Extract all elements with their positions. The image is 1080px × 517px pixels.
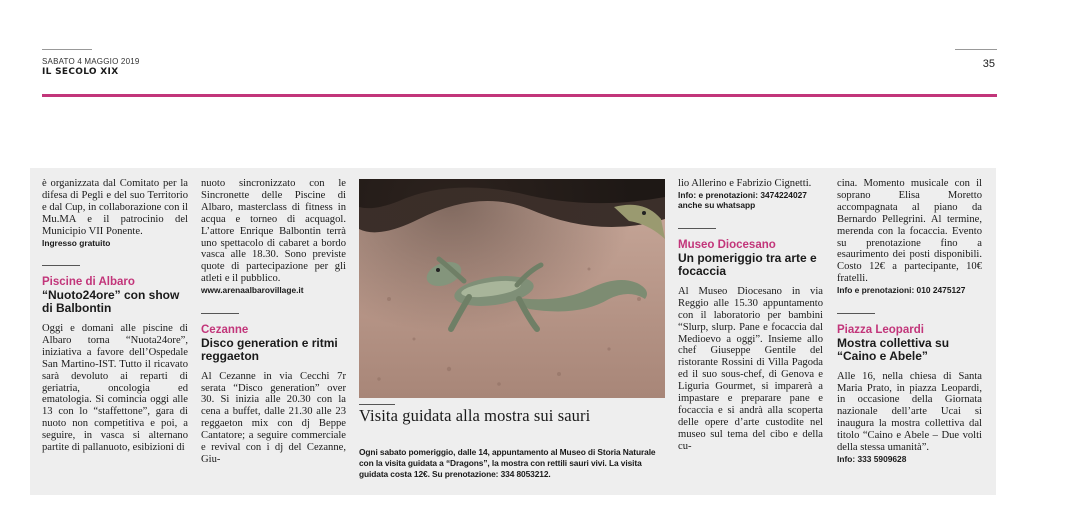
column-2-website: www.arenaalbarovillage.it: [201, 285, 304, 296]
column-2-intro: nuoto sincronizzato con le Sincronette delle Piscine di Albaro, masterclass di fitness in acqua e torneo di acquagol. L’attore Enrique Balbontin terrà uno spettacolo di cabaret a bordo vasca alle 18.30. Sono previste quote di partecipazione per gli atleti e il pubblico.: [201, 178, 346, 285]
page-number: 35: [982, 58, 995, 70]
column-4-info-2: Info: 333 5909628: [837, 454, 907, 464]
page-header: [42, 49, 997, 97]
column-4: [837, 178, 982, 465]
lizard-photo: [359, 179, 665, 398]
column-1: [42, 178, 188, 454]
column-3-intro: lio Allerino e Fabrizio Cignetti.: [678, 178, 812, 189]
column-1-body: Oggi e domani alle piscine di Albaro torna “Nuota24ore”, iniziativa a favore dell’Ospedale San Martino-IST. Tutto il ricavato sarà devoluto ai reparti di geriatria, oncologia ed ematologia. Si comincia oggi alle 13 con lo “staffettone”, gara di nuoto non competitiva e poi, a seguire, in vasca si alternano partite di pallanuoto, esibizioni di: [42, 323, 188, 454]
column-4-body: Alle 16, nella chiesa di Santa Maria Prato, in piazza Leopardi, in occasione della Giornata nazionale dell’arte Ucai si inaugura la mostra collettiva dal titolo “Caino e Abele – Due volti della stessa umanità”.: [837, 370, 982, 454]
newspaper-name: IL SECOLO XIX: [42, 67, 119, 77]
header-rule-left: [42, 49, 92, 50]
column-3: [678, 178, 823, 453]
column-3-headline: Un pomeriggio tra arte e focaccia: [678, 250, 817, 278]
column-2: [201, 178, 346, 466]
column-2-kicker: Cezanne: [201, 323, 249, 336]
issue-date: SABATO 4 MAGGIO 2019: [42, 57, 140, 66]
section-divider: [678, 228, 716, 229]
header-accent-band: [42, 94, 997, 97]
section-divider: [201, 313, 239, 314]
lizard-illustration: [359, 179, 665, 398]
column-3-info: Info: e prenotazioni: 3474224027 anche su whatsapp: [678, 189, 807, 211]
column-1-info: Ingresso gratuito: [42, 237, 111, 248]
column-2-headline: Disco generation e ritmi reggaeton: [201, 335, 338, 363]
column-4-headline: Mostra collettiva su “Caino e Abele”: [837, 335, 950, 363]
section-divider: [42, 265, 80, 266]
column-1-intro: è organizzata dal Comitato per la difesa di Pegli e del suo Territorio e dal Cup, in collaborazione con il Mu.MA e il patrocinio del Municipio VII Ponente.: [42, 178, 188, 237]
column-4-kicker: Piazza Leopardi: [837, 323, 924, 336]
column-4-intro: cina. Momento musicale con il soprano Elisa Moretto accompagnata al piano da Bernardo Pellegrini. Al termine, merenda con la focaccia. Evento su prenotazione fino a esaurimento dei posti disponibili. Costo 12€ a partecipante, 10€ fratelli.: [837, 178, 982, 285]
caption-rule: [359, 404, 395, 405]
column-2-body: Al Cezanne in via Cecchi 7r serata “Disco generation” over 30. Si inizia alle 20.30 con la cena a buffet, dalle 21.30 alle 23 reggaeton mix con dj Beppe Cantatore; a seguire commerciale e revival con i dj del Cezanne, Giu-: [201, 370, 346, 465]
column-1-headline: “Nuoto24ore” con show di Balbontin: [42, 288, 180, 316]
feature-title: Visita guidata alla mostra sui sauri: [359, 406, 591, 425]
column-3-body: Al Museo Diocesano in via Reggio alle 15.30 appuntamento con il laboratorio per bambini “Slurp, slurp. Pane e focaccia dal Medioevo a oggi”. Insieme allo chef Giuseppe Gentile del ristorante Rossini di Villa Pagoda ed il suo sous-chef, di Genova e Liguria Gourmet, si imparerà a impastare e preparare pane e focaccia e si andrà alla scoperta delle opere d’arte custodite nel museo sul tema del cibo e della cu-: [678, 285, 823, 452]
column-1-kicker: Piscine di Albaro: [42, 276, 135, 289]
column-4-info: Info e prenotazioni: 010 2475127: [837, 285, 966, 296]
section-divider: [837, 313, 875, 314]
header-rule-right: [955, 49, 997, 50]
column-3-kicker: Museo Diocesano: [678, 238, 776, 251]
feature-text: Ogni sabato pomeriggio, dalle 14, appuntamento al Museo di Storia Naturale con la visita guidata a “Dragons”, la mostra con rettili sauri vivi. La visita guidata costa 12€. Su prenotazione: 334 8053212.: [359, 447, 656, 480]
